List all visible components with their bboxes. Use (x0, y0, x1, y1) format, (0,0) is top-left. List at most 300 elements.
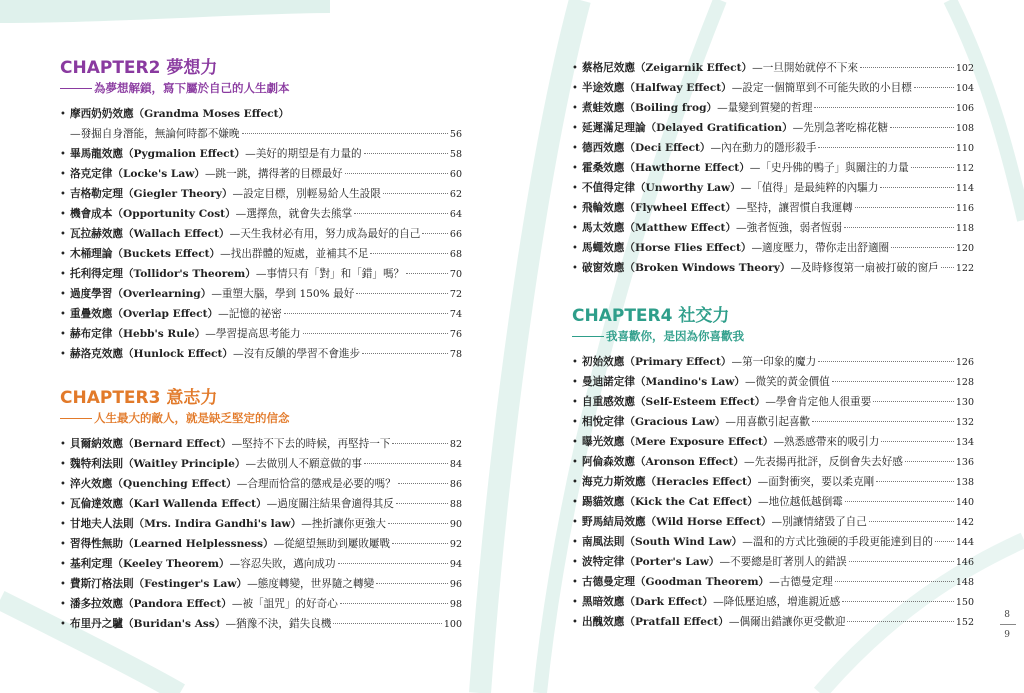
dot-leader (345, 173, 448, 174)
toc-entry-term: 潘多拉效應（Pandora Effect） (70, 598, 232, 610)
bullet-icon: • (572, 83, 578, 94)
toc-entry-description: —找出群體的短處，並補其不足 (220, 248, 369, 260)
toc-entry-page-number: 100 (443, 619, 462, 630)
chapter2-subtitle: 為夢想解鎖，寫下屬於自己的人生劇本 (60, 80, 462, 96)
chapter2-section (60, 58, 462, 364)
toc-entry-description: —量變到質變的哲理 (717, 102, 813, 114)
toc-entry-term: 延遲滿足理論（Delayed Gratification） (582, 122, 793, 134)
toc-entry-description: —學會肯定他人很重要 (765, 396, 872, 408)
dot-leader (818, 147, 953, 148)
toc-entry-description: —「史丹佛的鴨子」與關注的力量 (749, 162, 909, 174)
bullet-icon: • (60, 439, 66, 450)
chapter4-subtitle: 我喜歡你，是因為你喜歡我 (572, 328, 974, 344)
bullet-icon: • (60, 169, 66, 180)
dot-leader (855, 207, 954, 208)
bullet-icon: • (572, 123, 578, 134)
toc-entry-page-number: 130 (955, 397, 974, 408)
toc-entry-description: —態度轉變，世界隨之轉變 (247, 578, 375, 590)
bullet-icon: • (572, 517, 578, 528)
toc-entry-description: —記憶的祕密 (218, 308, 282, 320)
toc-entry[interactable] (572, 118, 974, 138)
bullet-icon: • (572, 497, 578, 508)
toc-entry-page-number: 62 (449, 189, 462, 200)
dot-leader (338, 563, 448, 564)
toc-entry-description: —內在動力的隱形殺手 (710, 142, 817, 154)
toc-entry-description: —別讓情緒毀了自己 (771, 516, 867, 528)
dot-leader (860, 67, 954, 68)
toc-entry-description: —不要總是盯著別人的錯誤 (719, 556, 847, 568)
dot-leader (422, 233, 448, 234)
toc-entry[interactable] (572, 218, 974, 238)
toc-entry[interactable] (572, 592, 974, 612)
toc-entry-term: 魏特利法則（Waitley Principle） (70, 458, 246, 470)
bullet-icon: • (572, 477, 578, 488)
toc-entry-page-number: 78 (449, 349, 462, 360)
toc-entry[interactable] (572, 158, 974, 178)
bullet-icon: • (60, 579, 66, 590)
bullet-icon: • (572, 417, 578, 428)
toc-entry-page-number: 128 (955, 377, 974, 388)
toc-entry[interactable] (60, 344, 462, 364)
toc-entry-term: 不值得定律（Unworthy Law） (582, 182, 741, 194)
dot-leader (876, 481, 954, 482)
bullet-icon: • (572, 143, 578, 154)
bullet-icon: • (60, 619, 66, 630)
toc-entry-page-number: 68 (449, 249, 462, 260)
toc-entry-page-number: 102 (955, 63, 974, 74)
dot-leader (869, 521, 954, 522)
bullet-icon: • (60, 519, 66, 530)
toc-entry[interactable] (572, 198, 974, 218)
bullet-icon: • (572, 557, 578, 568)
dot-leader (364, 153, 448, 154)
toc-entry-page-number: 94 (449, 559, 462, 570)
toc-entry-description: —被「詛咒」的好奇心 (231, 598, 338, 610)
toc-entry[interactable] (572, 138, 974, 158)
toc-entry-description: —用喜歡引起喜歡 (725, 416, 811, 428)
toc-entry-term: 貝爾納效應（Bernard Effect） (70, 438, 232, 450)
toc-entry-term: 機會成本（Opportunity Cost） (70, 208, 236, 220)
toc-entry[interactable] (572, 552, 974, 572)
toc-entry[interactable] (60, 454, 462, 474)
toc-entry-page-number: 122 (955, 263, 974, 274)
toc-entry[interactable] (572, 178, 974, 198)
toc-entry-term: 蔡格尼效應（Zeigarnik Effect） (582, 62, 753, 74)
toc-entry[interactable] (60, 474, 462, 494)
dot-leader (905, 461, 954, 462)
toc-entry-term: 赫洛克效應（Hunlock Effect） (70, 348, 233, 360)
toc-entry-page-number: 118 (955, 223, 974, 234)
toc-entry[interactable] (60, 304, 462, 324)
toc-entry-term: 相悅定律（Gracious Law） (582, 416, 726, 428)
toc-entry[interactable] (572, 78, 974, 98)
toc-entry-description: —過度關注結果會適得其反 (266, 498, 394, 510)
toc-entry[interactable] (60, 494, 462, 514)
toc-entry-description: —先表揚再批評，反倒會失去好感 (744, 456, 903, 468)
bullet-icon: • (572, 63, 578, 74)
toc-entry-page-number: 120 (955, 243, 974, 254)
dot-leader (941, 267, 954, 268)
toc-entry[interactable] (60, 574, 462, 594)
toc-entry-page-number: 90 (449, 519, 462, 530)
chapter4-title: CHAPTER4 社交力 (572, 306, 730, 326)
toc-entry-term: 曝光效應（Mere Exposure Effect） (582, 436, 774, 448)
bullet-icon: • (60, 309, 66, 320)
toc-entry-term: 瓦拉赫效應（Wallach Effect） (70, 228, 230, 240)
toc-entry-page-number: 98 (449, 599, 462, 610)
left-page (60, 58, 462, 634)
toc-entry-term: 半途效應（Halfway Effect） (582, 82, 732, 94)
toc-entry-term: 基利定理（Keeley Theorem） (70, 558, 230, 570)
toc-entry-page-number: 144 (955, 537, 974, 548)
dot-leader (392, 543, 448, 544)
toc-entry-term: 野馬結局效應（Wild Horse Effect） (582, 516, 772, 528)
bullet-icon: • (572, 537, 578, 548)
toc-entry-page-number: 64 (449, 209, 462, 220)
toc-entry[interactable] (572, 372, 974, 392)
chapter3-subtitle: 人生最大的敵人，就是缺乏堅定的信念 (60, 410, 462, 426)
toc-entry-page-number: 106 (955, 103, 974, 114)
bullet-icon: • (572, 357, 578, 368)
toc-entry-term: 波特定律（Porter's Law） (582, 556, 720, 568)
toc-entry-description: —及時修復第一扇被打破的窗戶 (790, 262, 939, 274)
toc-entry-description: —重塑大腦，學到 150% 最好 (211, 288, 355, 300)
toc-entry-description: —學習提高思考能力 (205, 328, 301, 340)
chapter3-title: CHAPTER3 意志力 (60, 388, 218, 408)
dot-leader (242, 133, 448, 134)
toc-entry-page-number: 92 (449, 539, 462, 550)
toc-entry-description: —古德曼定理 (769, 576, 833, 588)
toc-entry-term: 曼迪諾定律（Mandino's Law） (582, 376, 745, 388)
toc-entry-term: 德西效應（Deci Effect） (582, 142, 711, 154)
toc-entry-description: —從絕望無助到屢敗屢戰 (273, 538, 391, 550)
toc-entry-page-number: 84 (449, 459, 462, 470)
bullet-icon: • (572, 577, 578, 588)
toc-entry-page-number: 60 (449, 169, 462, 180)
bullet-icon: • (572, 203, 578, 214)
toc-entry-description: —強者恆強，弱者恆弱 (736, 222, 842, 234)
toc-entry-description: —溫和的方式比強硬的手段更能達到目的 (742, 536, 933, 548)
dot-leader (388, 523, 448, 524)
toc-entry-page-number: 148 (955, 577, 974, 588)
toc-entry-description: —堅持不下去的時候，再堅持一下 (231, 438, 391, 450)
dot-leader (398, 483, 448, 484)
bullet-icon: • (60, 209, 66, 220)
toc-entry-page-number: 70 (449, 269, 462, 280)
dot-leader (845, 501, 954, 502)
toc-entry-description: —面對衝突，要以柔克剛 (757, 476, 875, 488)
toc-entry-term: 甘地夫人法則（Mrs. Indira Gandhi's law） (70, 518, 302, 530)
dot-leader (406, 273, 448, 274)
toc-entry-term: 自重感效應（Self-Esteem Effect） (582, 396, 766, 408)
toc-entry-term: 煮蛙效應（Boiling frog） (582, 102, 718, 114)
toc-entry-page-number: 108 (955, 123, 974, 134)
toc-entry[interactable] (572, 492, 974, 512)
toc-entry-term: 黑暗效應（Dark Effect） (582, 596, 714, 608)
toc-entry-term: 破窗效應（Broken Windows Theory） (582, 262, 791, 274)
dot-leader (396, 503, 448, 504)
toc-entry[interactable] (572, 452, 974, 472)
bullet-icon: • (572, 103, 578, 114)
toc-entry[interactable] (60, 614, 462, 634)
toc-entry-page-number: 132 (955, 417, 974, 428)
toc-entry-description: —設定目標，別輕易給人生設限 (232, 188, 381, 200)
chapter3-continued-toc-list (572, 58, 974, 278)
toc-entry[interactable] (60, 284, 462, 304)
bullet-icon: • (572, 163, 578, 174)
toc-entry-page-number: 150 (955, 597, 974, 608)
toc-entry[interactable] (60, 224, 462, 244)
chapter4-section (572, 306, 974, 632)
dot-leader (842, 601, 954, 602)
toc-entry[interactable] (572, 472, 974, 492)
toc-entry-description: —美好的期望是有力量的 (245, 148, 362, 160)
toc-entry-term: 畢馬龍效應（Pygmalion Effect） (70, 148, 246, 160)
dot-leader (340, 603, 448, 604)
toc-entry-page-number: 82 (449, 439, 462, 450)
dot-leader (814, 107, 953, 108)
bullet-icon: • (60, 229, 66, 240)
chapter2-toc-list (60, 104, 462, 364)
dot-leader (303, 333, 448, 334)
toc-entry[interactable] (572, 512, 974, 532)
toc-entry-description: —堅持，讓習慣自我運轉 (736, 202, 853, 214)
right-page (572, 58, 974, 632)
dot-leader (364, 463, 448, 464)
toc-entry-term: 馬蠅效應（Horse Flies Effect） (582, 242, 752, 254)
toc-entry[interactable] (60, 534, 462, 554)
toc-entry[interactable] (60, 514, 462, 534)
bullet-icon: • (60, 149, 66, 160)
toc-entry-page-number: 114 (955, 183, 974, 194)
dot-leader (880, 187, 953, 188)
dot-leader (392, 443, 447, 444)
toc-entry-page-number: 66 (449, 229, 462, 240)
dot-leader (818, 361, 954, 362)
toc-entry-description: —微笑的黃金價值 (744, 376, 830, 388)
toc-entry-term: 木桶理論（Buckets Effect） (70, 248, 221, 260)
dot-leader (891, 247, 954, 248)
toc-entry-page-number: 126 (955, 357, 974, 368)
toc-entry-description: —先別急著吃棉花糖 (792, 122, 889, 134)
bullet-icon: • (60, 269, 66, 280)
toc-entry-description: —挫折讓你更強大 (301, 518, 387, 530)
toc-entry-page-number: 152 (955, 617, 974, 628)
toc-entry-term: 吉格勒定理（Giegler Theory） (70, 188, 233, 200)
toc-entry-term: 習得性無助（Learned Helplessness） (70, 538, 274, 550)
bullet-icon: • (572, 223, 578, 234)
bullet-icon: • (572, 597, 578, 608)
toc-entry[interactable] (572, 412, 974, 432)
toc-entry-description: —「值得」是最純粹的內驅力 (740, 182, 879, 194)
bullet-icon: • (572, 437, 578, 448)
toc-entry[interactable] (60, 204, 462, 224)
toc-entry[interactable] (572, 238, 974, 258)
toc-entry-term: 南風法則（South Wind Law） (582, 536, 743, 548)
toc-entry-term: 赫布定律（Hebb's Rule） (70, 328, 206, 340)
toc-entry[interactable] (60, 124, 462, 144)
toc-entry[interactable] (572, 352, 974, 372)
toc-entry[interactable] (60, 184, 462, 204)
bullet-icon: • (572, 617, 578, 628)
toc-entry-term: 托利得定理（Tollidor's Theorem） (70, 268, 256, 280)
toc-entry[interactable] (572, 612, 974, 632)
bullet-icon: • (60, 109, 66, 120)
page-number-left: 8 (1004, 610, 1010, 620)
toc-entry-term: 摩西奶奶效應（Grandma Moses Effect） (70, 108, 290, 120)
toc-entry-page-number: 140 (955, 497, 974, 508)
toc-entry-page-number: 104 (955, 83, 974, 94)
dot-leader (835, 581, 954, 582)
bullet-icon: • (60, 499, 66, 510)
dot-leader (354, 213, 448, 214)
toc-entry-description: —選擇魚，就會失去熊掌 (235, 208, 353, 220)
toc-entry[interactable] (60, 594, 462, 614)
toc-entry-term: 淬火效應（Quenching Effect） (70, 478, 237, 490)
bullet-icon: • (572, 457, 578, 468)
bullet-icon: • (60, 479, 66, 490)
toc-entry-page-number: 136 (955, 457, 974, 468)
toc-entry-description: —第一印象的魔力 (731, 356, 817, 368)
toc-entry-term: 瓦倫達效應（Karl Wallenda Effect） (70, 498, 267, 510)
toc-entry-term: 海克力斯效應（Heracles Effect） (582, 476, 758, 488)
toc-entry-description: —一旦開始就停不下來 (752, 62, 859, 74)
toc-entry-description: —去做別人不願意做的事 (245, 458, 362, 470)
bullet-icon: • (60, 289, 66, 300)
toc-entry-page-number: 58 (449, 149, 462, 160)
toc-entry-term: 重疊效應（Overlap Effect） (70, 308, 219, 320)
toc-entry[interactable] (60, 244, 462, 264)
bullet-icon: • (60, 349, 66, 360)
dot-leader (914, 87, 954, 88)
dot-leader (873, 401, 954, 402)
bullet-icon: • (572, 243, 578, 254)
page-number-right: 9 (1004, 630, 1010, 640)
toc-entry-term: 古德曼定理（Goodman Theorem） (582, 576, 770, 588)
toc-entry-description: —天生我材必有用，努力成為最好的自己 (229, 228, 421, 240)
toc-entry-description: —熟悉感帶來的吸引力 (773, 436, 880, 448)
dot-leader (356, 293, 448, 294)
toc-entry[interactable] (60, 264, 462, 284)
toc-entry[interactable] (60, 554, 462, 574)
toc-entry-page-number: 86 (449, 479, 462, 490)
dot-leader (376, 583, 448, 584)
bullet-icon: • (572, 377, 578, 388)
toc-entry-term: 阿倫森效應（Aronson Effect） (582, 456, 744, 468)
dot-leader (333, 623, 441, 624)
toc-entry-description: —猶豫不決，錯失良機 (225, 618, 332, 630)
toc-entry-page-number: 146 (955, 557, 974, 568)
toc-entry-page-number: 56 (449, 129, 462, 140)
toc-entry-description: —發掘自身潛能，無論何時都不嫌晚 (70, 128, 240, 140)
toc-entry-description: —地位越低越倒霉 (758, 496, 843, 508)
toc-entry-term: 初始效應（Primary Effect） (582, 356, 732, 368)
dot-leader (890, 127, 954, 128)
dot-leader (849, 561, 954, 562)
bullet-icon: • (60, 459, 66, 470)
toc-entry-term: 飛輪效應（Flywheel Effect） (582, 202, 737, 214)
dot-leader (832, 381, 954, 382)
bullet-icon: • (60, 189, 66, 200)
toc-entry-page-number: 76 (449, 329, 462, 340)
toc-entry-description: —沒有反饋的學習不會進步 (233, 348, 361, 360)
toc-entry-description: —偶爾出錯讓你更受歡迎 (728, 616, 846, 628)
toc-entry-description: —設定一個簡單到不可能失敗的小目標 (731, 82, 912, 94)
toc-entry-description: —適度壓力，帶你走出舒適圈 (751, 242, 890, 254)
toc-entry[interactable] (60, 164, 462, 184)
toc-entry[interactable] (60, 144, 462, 164)
toc-entry[interactable] (572, 532, 974, 552)
dot-leader (284, 313, 448, 314)
toc-entry-term: 踢貓效應（Kick the Cat Effect） (582, 496, 759, 508)
dot-leader (847, 621, 953, 622)
toc-entry-description: —合理而恰當的懲戒是必要的嗎？ (236, 478, 396, 490)
toc-entry-description: —容忍失敗，邁向成功 (229, 558, 336, 570)
dot-leader (881, 441, 953, 442)
dot-leader (911, 167, 954, 168)
toc-entry-page-number: 110 (955, 143, 974, 154)
toc-entry[interactable] (60, 324, 462, 344)
dot-leader (844, 227, 954, 228)
chapter4-toc-list (572, 352, 974, 632)
toc-entry-term: 過度學習（Overlearning） (70, 288, 212, 300)
toc-entry-term: 馬太效應（Matthew Effect） (582, 222, 737, 234)
toc-entry-description: —跳一跳，搆得著的目標最好 (204, 168, 343, 180)
toc-entry[interactable] (572, 58, 974, 78)
toc-entry-page-number: 142 (955, 517, 974, 528)
toc-entry-term: 霍桑效應（Hawthorne Effect） (582, 162, 750, 174)
dot-leader (812, 421, 954, 422)
bullet-icon: • (572, 263, 578, 274)
dot-leader (370, 253, 447, 254)
toc-entry[interactable] (60, 434, 462, 454)
chapter3-section (60, 388, 462, 634)
dot-leader (935, 541, 954, 542)
toc-entry[interactable] (572, 258, 974, 278)
toc-entry-term: 出醜效應（Pratfall Effect） (582, 616, 729, 628)
toc-entry-description: —事情只有「對」和「錯」嗎？ (255, 268, 405, 280)
toc-entry-page-number: 138 (955, 477, 974, 488)
toc-entry-page-number: 72 (449, 289, 462, 300)
toc-entry-page-number: 96 (449, 579, 462, 590)
bullet-icon: • (60, 329, 66, 340)
toc-entry-page-number: 116 (955, 203, 974, 214)
toc-entry-page-number: 88 (449, 499, 462, 510)
toc-entry-page-number: 74 (449, 309, 462, 320)
toc-entry-term: 費斯汀格法則（Festinger's Law） (70, 578, 248, 590)
toc-entry[interactable] (572, 392, 974, 412)
toc-entry[interactable] (572, 98, 974, 118)
bullet-icon: • (60, 539, 66, 550)
toc-entry-description: —降低壓迫感，增進親近感 (713, 596, 841, 608)
toc-entry-page-number: 112 (955, 163, 974, 174)
bullet-icon: • (60, 599, 66, 610)
toc-entry-term: 布里丹之驢（Buridan's Ass） (70, 618, 226, 630)
dot-leader (362, 353, 448, 354)
toc-entry[interactable] (572, 432, 974, 452)
chapter2-title: CHAPTER2 夢想力 (60, 58, 218, 78)
toc-entry[interactable] (572, 572, 974, 592)
bullet-icon: • (60, 559, 66, 570)
bullet-icon: • (60, 249, 66, 260)
toc-entry-term: 洛克定律（Locke's Law） (70, 168, 205, 180)
toc-entry-page-number: 134 (955, 437, 974, 448)
chapter3-toc-list (60, 434, 462, 634)
toc-entry[interactable] (60, 104, 462, 124)
bullet-icon: • (572, 397, 578, 408)
page-number-divider (1000, 624, 1016, 625)
bullet-icon: • (572, 183, 578, 194)
